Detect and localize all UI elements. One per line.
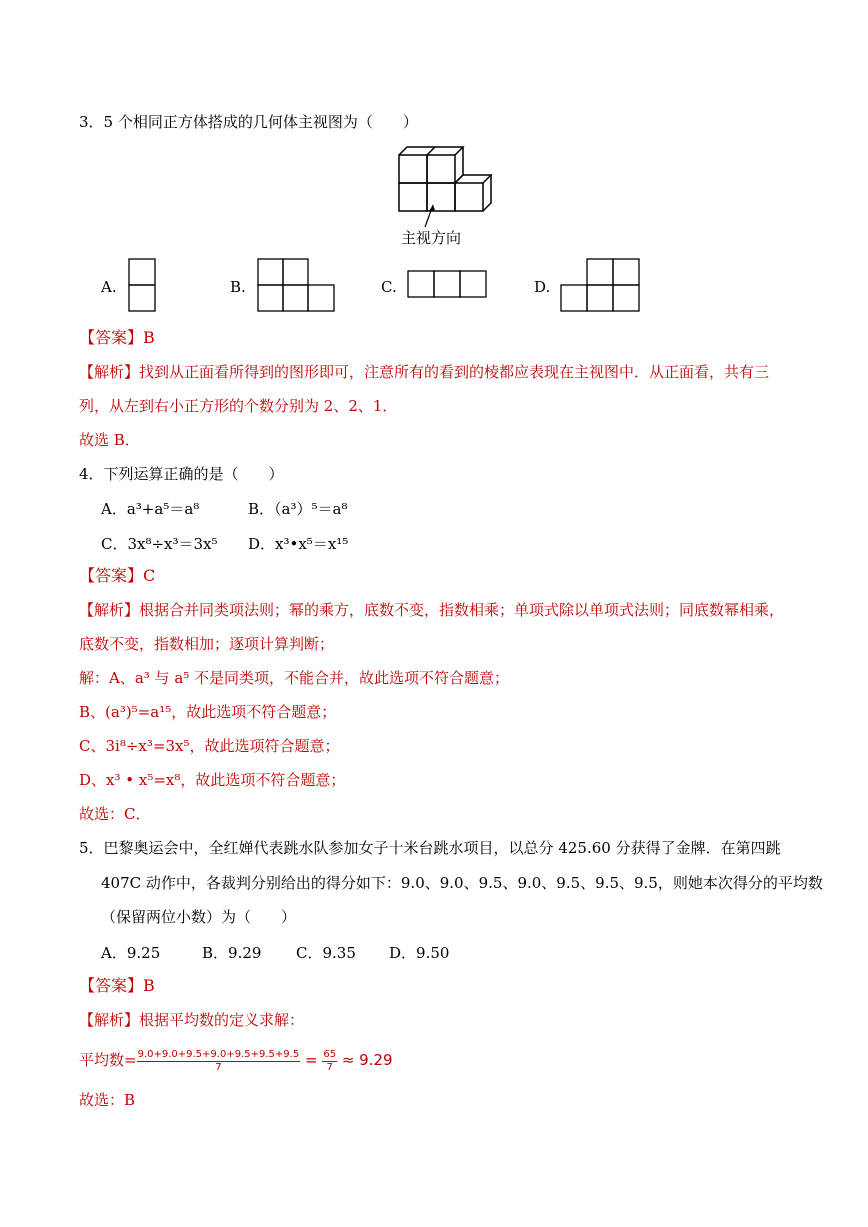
equation-fraction-simplified: $\frac{65}{7}$ [323,1048,337,1073]
q4-solution-d: D、x³ • x⁵=x⁸，故此选项不符合题意； [79,771,346,789]
q4-option-d: D．x³•x⁵＝x¹⁵ [248,535,349,553]
q5-stem-line1: 5．巴黎奥运会中，全红婵代表跳水队参加女子十米台跳水项目，以总分 425.60 分获得了金牌．在第四跳 [79,839,781,857]
q4-solution-c: C、3i⁸÷x³=3x⁵，故此选项符合题意； [79,737,340,755]
q5-analysis: 【解析】根据平均数的定义求解： [79,1011,305,1029]
q3-stem: 3．5 个相同正方体搭成的几何体主视图为（ ） [79,113,418,131]
q3-analysis-line1: 【解析】找到从正面看所得到的图形即可，注意所有的看到的棱都应表现在主视图中．从正面看，共有三 [79,363,770,381]
q3-option-d-figure [560,258,642,312]
q5-option-b: B．9.29 [202,944,262,962]
q4-option-a: A．a³+a⁵＝a⁸ [101,500,200,518]
q4-solution-a: 解：A、a³ 与 a⁵ 不是同类项，不能合并，故此选项不符合题意； [79,669,510,687]
q3-option-c-figure [407,270,489,300]
q3-option-c-label: C. [381,278,397,296]
q4-answer: 【答案】C [79,566,156,585]
q5-conclusion: 故选：B [79,1091,136,1109]
q4-solution-b: B、(a³)⁵=a¹⁵，故此选项不符合题意； [79,703,337,721]
average-equation [79,1044,393,1076]
q5-stem-line2: 407C 动作中，各裁判分别给出的得分如下：9.0、9.0、9.5、9.0、9.5、9.5、9.5，则她本次得分的平均数 [101,874,823,892]
q5-answer: 【答案】B [79,976,155,995]
equation-equals: = [304,1051,318,1069]
q4-stem: 4．下列运算正确的是（ ） [79,465,284,483]
q3-option-a-figure [128,258,158,312]
q4-option-b: B．（a³）⁵＝a⁸ [248,500,348,518]
q5-option-a: A．9.25 [101,944,161,962]
q3-option-b-figure [257,258,337,312]
q4-option-c: C．3x⁸÷x³＝3x⁵ [101,535,218,553]
q3-option-b-label: B. [230,278,246,296]
q4-analysis-line1: 【解析】根据合并同类项法则；幂的乘方，底数不变，指数相乘；单项式除以单项式法则；同底数幂相乘， [79,601,785,619]
q3-conclusion: 故选 B． [79,431,140,449]
q4-analysis-line2: 底数不变，指数相加；逐项计算判断； [79,635,335,653]
q4-conclusion: 故选：C． [79,805,151,823]
q3-option-d-label: D. [534,278,551,296]
q5-option-d: D．9.50 [389,944,450,962]
q3-analysis-line2: 列，从左到右小正方形的个数分别为 2、2、1． [79,397,398,415]
q5-option-c: C．9.35 [296,944,356,962]
equation-result: ≈ 9.29 [341,1051,393,1069]
q5-stem-line3: （保留两位小数）为（ ） [101,908,297,926]
equation-fraction: $\frac{9.0+9.0+9.5+9.0+9.5+9.5+9.5}{7}$ [137,1048,300,1073]
q3-option-a-label: A. [101,278,117,296]
direction-label: 主视方向 [401,229,462,247]
q3-solid-figure [395,145,495,215]
equation-label: 平均数= [79,1051,137,1069]
q3-answer: 【答案】B [79,328,155,347]
